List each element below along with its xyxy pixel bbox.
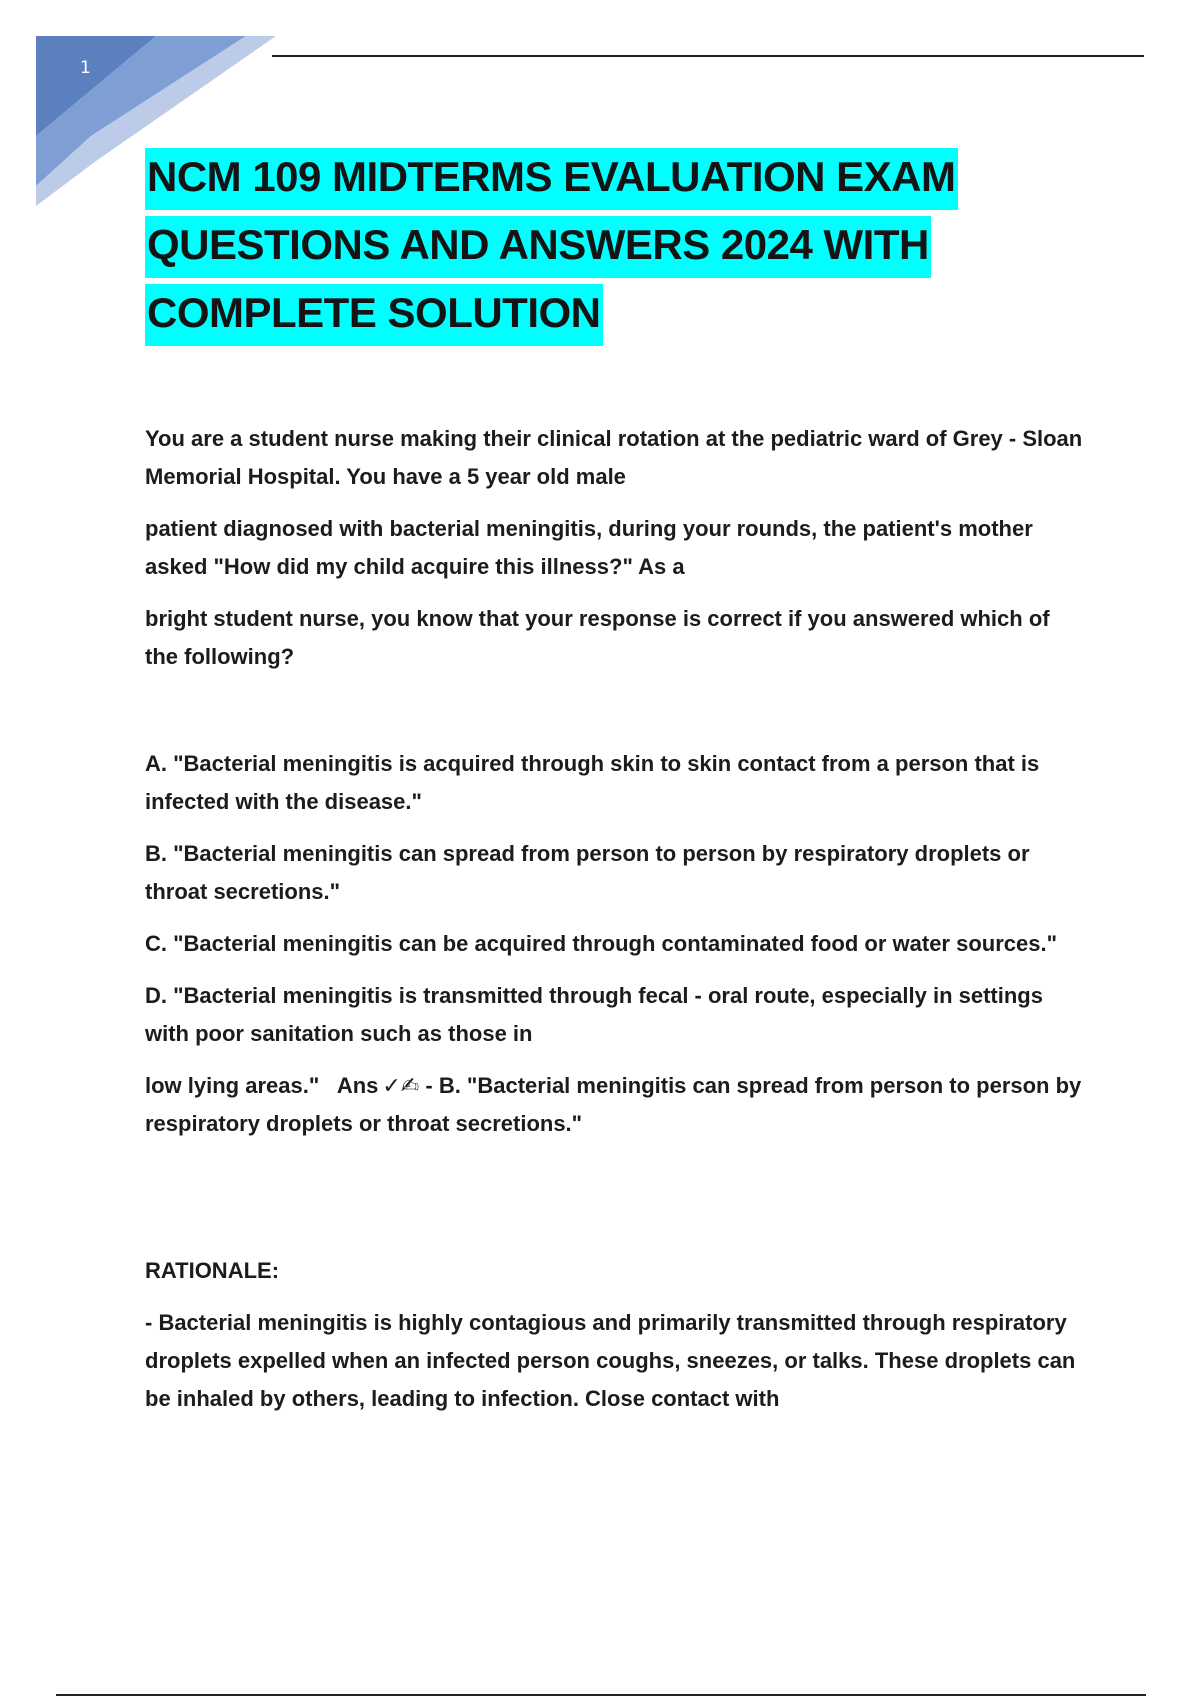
question-paragraph: patient diagnosed with bacterial meningitis, during your rounds, the patient's mother asked "How did my child acquire this illness?" As a	[145, 516, 1033, 579]
rationale-block	[145, 1252, 1085, 1432]
title-line: COMPLETE SOLUTION	[145, 284, 603, 346]
title-line: NCM 109 MIDTERMS EVALUATION EXAM	[145, 148, 958, 210]
option-a: A. "Bacterial meningitis is acquired through skin to skin contact from a person that is infected with the disease."	[145, 751, 1040, 814]
question-block	[145, 420, 1085, 690]
answer-paragraph	[145, 1067, 1085, 1143]
option-c: C. "Bacterial meningitis can be acquired through contaminated food or water sources."	[145, 931, 1058, 956]
option-b: B. "Bacterial meningitis can spread from person to person by respiratory droplets or throat secretions."	[145, 841, 1030, 904]
document-title	[145, 148, 1075, 352]
check-hand-icon: ✓✍	[382, 1073, 420, 1098]
rationale-text: - Bacterial meningitis is highly contagious and primarily transmitted through respiratory droplets expelled when an infected person coughs, sneezes, or talks. These droplets can be inhaled by others, leading to infection. Close contact with	[145, 1310, 1076, 1411]
header-rule	[272, 55, 1144, 57]
rationale-heading: RATIONALE:	[145, 1258, 280, 1283]
answer-prefix: Ans	[336, 1073, 379, 1098]
options-block	[145, 745, 1085, 1157]
question-paragraph: You are a student nurse making their clinical rotation at the pediatric ward of Grey - Sloan Memorial Hospital. You have a 5 year old male	[145, 426, 1083, 489]
question-paragraph: bright student nurse, you know that your response is correct if you answered which of the following?	[145, 606, 1050, 669]
option-d: D. "Bacterial meningitis is transmitted through fecal - oral route, especially in settings with poor sanitation such as those in	[145, 983, 1043, 1046]
title-line: QUESTIONS AND ANSWERS 2024 WITH	[145, 216, 931, 278]
option-d-continued: low lying areas."	[145, 1073, 320, 1098]
footer-rule	[56, 1694, 1146, 1696]
page-number: 1	[80, 58, 91, 78]
answer-text: - B. "Bacterial meningitis can spread from person to person by respiratory droplets or throat secretions."	[145, 1073, 1082, 1136]
